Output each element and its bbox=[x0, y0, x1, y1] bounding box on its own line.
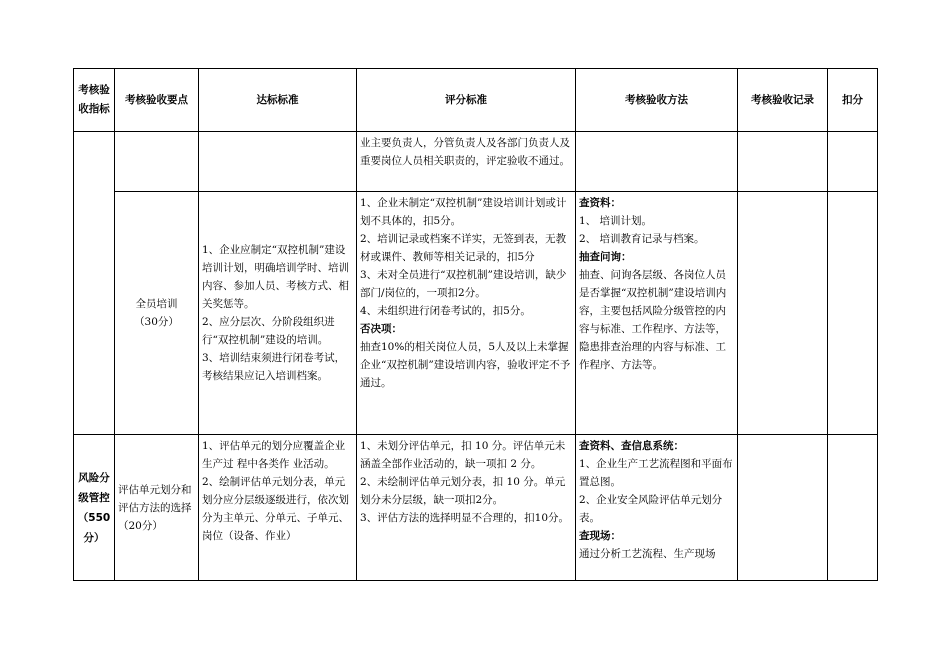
training-point: 全员培训 bbox=[135, 298, 178, 310]
standard-cell bbox=[199, 132, 357, 192]
method-cell bbox=[576, 132, 738, 192]
standard-item: 2、应分层次、分阶段组织进行“双控机制”建设的培训。 bbox=[202, 316, 335, 346]
category-cell: 风险分级管控（550分） bbox=[74, 435, 115, 581]
header-criteria: 评分标准 bbox=[357, 69, 576, 132]
method-item: 1、 培训计划。 bbox=[579, 215, 653, 227]
risk-standard bbox=[202, 435, 353, 545]
header-deduction: 扣分 bbox=[828, 69, 878, 132]
header-row bbox=[74, 69, 878, 132]
deduction-cell bbox=[828, 192, 878, 435]
risk-criteria bbox=[360, 435, 572, 527]
indicator-cell bbox=[74, 132, 115, 435]
criteria-item: 2、未绘制评估单元划分表，扣 10 分。单元划分未分层级，缺一项扣2分。 bbox=[360, 476, 566, 506]
method-cell bbox=[576, 192, 738, 435]
deduction-cell bbox=[828, 435, 878, 581]
criteria-item: 1、企业未制定“双控机制”建设培训计划或计划不具体的，扣5分。 bbox=[360, 197, 567, 227]
header-standard: 达标标准 bbox=[199, 69, 357, 132]
standard-item: 2、绘制评估单元划分表，单元划分应分层级逐级进行，依次划分为主单元、分单元、子单元、岗位（设备、作业） bbox=[202, 476, 349, 542]
deduction-cell bbox=[828, 132, 878, 192]
method-label: 查现场： bbox=[579, 530, 621, 542]
standard-cell bbox=[199, 192, 357, 435]
header-point: 考核验收要点 bbox=[115, 69, 199, 132]
criteria-item: 3、评估方法的选择明显不合理的，扣10分。 bbox=[360, 512, 570, 524]
criteria-item: 2、培训记录或档案不详实，无签到表，无教材或课件、教师等相关记录的，扣5分 bbox=[360, 233, 567, 263]
criteria-cell bbox=[357, 192, 576, 435]
record-cell bbox=[738, 132, 828, 192]
method-label: 抽查问询： bbox=[579, 251, 632, 263]
header-record: 考核验收记录 bbox=[738, 69, 828, 132]
criteria-item: 4、未组织进行闭卷考试的，扣5分。 bbox=[360, 305, 531, 317]
table-row bbox=[74, 132, 878, 192]
point-cell: 评估单元划分和评估方法的选择（20分） bbox=[115, 435, 199, 581]
table-row bbox=[74, 192, 878, 435]
training-score: （30分） bbox=[134, 316, 179, 328]
criteria-continuation: 业主要负责人，分管负责人及各部门负责人及重要岗位人员相关职责的，评定验收不通过。 bbox=[360, 137, 570, 167]
method-label: 查资料、查信息系统： bbox=[579, 440, 684, 452]
header-indicator: 考核验收指标 bbox=[74, 69, 115, 132]
standard-item: 1、企业应制定“双控机制”建设培训计划，明确培训学时、培训内容、参加人员、考核方式、相关奖惩等。 bbox=[202, 244, 349, 310]
method-cell bbox=[576, 435, 738, 581]
header-method: 考核验收方法 bbox=[576, 69, 738, 132]
assessment-table bbox=[73, 68, 878, 581]
method-item: 2、 培训教育记录与档案。 bbox=[579, 233, 705, 245]
record-cell bbox=[738, 192, 828, 435]
method-text: 通过分析工艺流程、生产现场 bbox=[579, 548, 716, 560]
criteria-item: 3、未对全员进行“双控机制”建设培训，缺少部门/岗位的，一项扣2分。 bbox=[360, 269, 567, 299]
standard-cell bbox=[199, 435, 357, 581]
record-cell bbox=[738, 435, 828, 581]
veto-label: 否决项： bbox=[360, 323, 402, 335]
method-text: 抽查、问询各层级、各岗位人员是否掌握“双控机制”建设培训内容，主要包括风险分级管控的内容与标准、工作程序、方法等，隐患排查治理的内容与标准、工作程序、方法等。 bbox=[579, 269, 727, 371]
criteria-item: 1、未划分评估单元，扣 10 分。评估单元未涵盖全部作业活动的，缺一项扣 2 分。 bbox=[360, 440, 566, 470]
method-item: 1、企业生产工艺流程图和平面布置总图。 bbox=[579, 458, 733, 488]
standard-item: 1、评估单元的划分应覆盖企业生产过 程中各类作 业活动。 bbox=[202, 440, 346, 470]
veto-text: 抽查10%的相关岗位人员，5人及以上未掌握企业“双控机制”建设培训内容，验收评定不予通过。 bbox=[360, 341, 571, 389]
table-row bbox=[74, 435, 878, 581]
method-label: 查资料： bbox=[579, 197, 621, 209]
standard-item: 3、培训结束须进行闭卷考试，考核结果应记入培训档案。 bbox=[202, 352, 346, 382]
method-item: 2、企业安全风险评估单元划分表。 bbox=[579, 494, 723, 524]
point-cell bbox=[115, 132, 199, 192]
criteria-cell bbox=[357, 435, 576, 581]
point-cell bbox=[115, 192, 199, 435]
training-standard bbox=[202, 241, 353, 385]
criteria-cell bbox=[357, 132, 576, 192]
